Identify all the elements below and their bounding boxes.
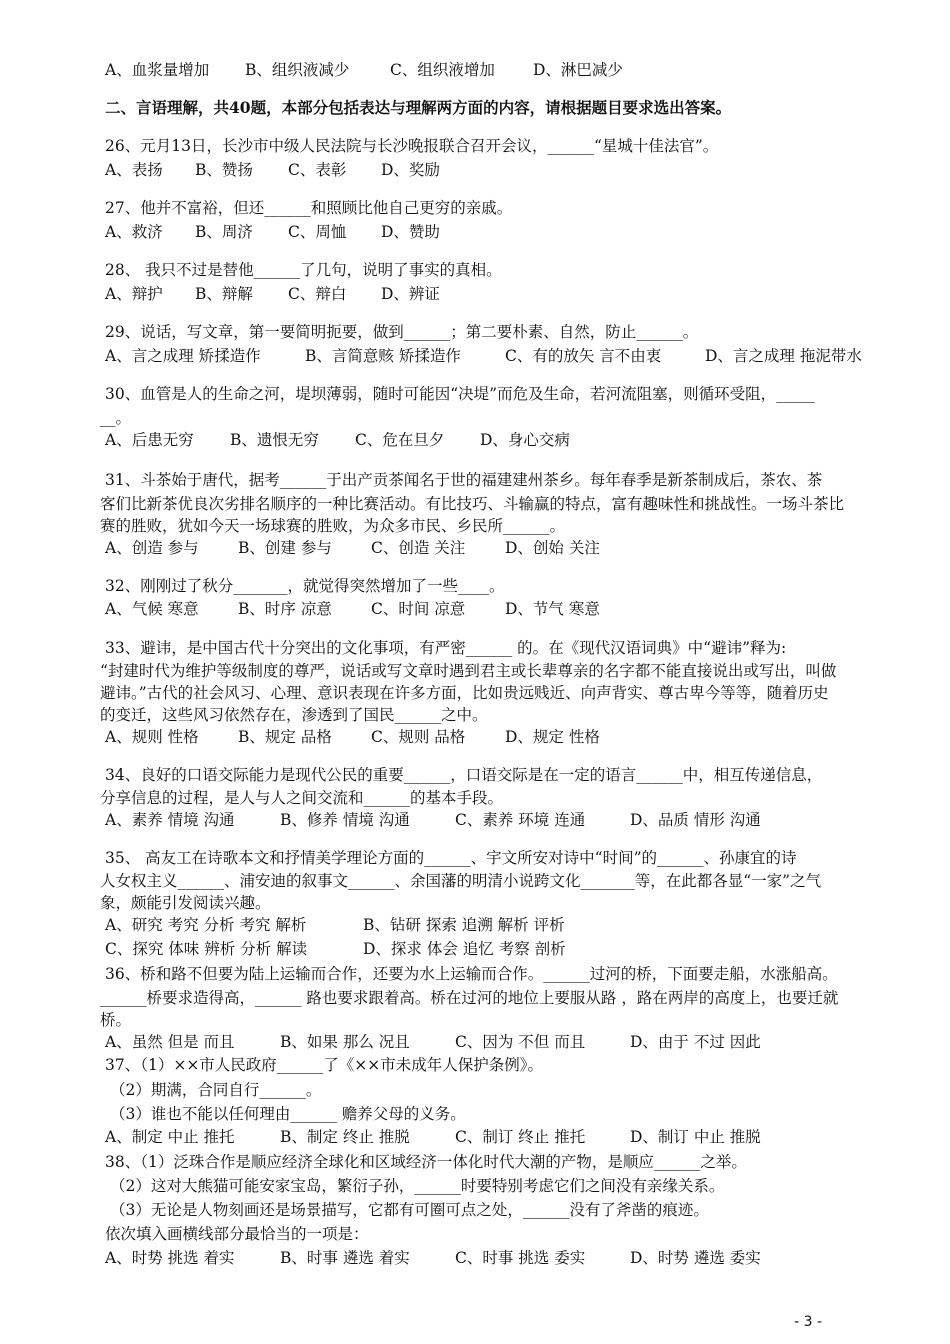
question-35-stem-line-3: 象，颇能引发阅读兴趣。 bbox=[100, 894, 271, 912]
option-a: A、血浆量增加 bbox=[105, 61, 210, 79]
option-a: A、规则 性格 bbox=[105, 728, 199, 746]
option-d: D、赞助 bbox=[381, 223, 440, 241]
option-b: B、组织液减少 bbox=[245, 61, 350, 79]
question-36-stem-line-3: 桥。 bbox=[100, 1011, 132, 1029]
option-a: A、言之成理 矫揉造作 bbox=[105, 347, 261, 365]
option-a: A、制定 中止 推托 bbox=[105, 1128, 235, 1146]
option-b: B、遗恨无穷 bbox=[230, 431, 319, 449]
option-a: A、救济 bbox=[105, 223, 163, 241]
question-32-stem: 32、刚刚过了秋分_______，就觉得突然增加了一些____。 bbox=[105, 577, 505, 595]
option-a: A、虽然 但是 而且 bbox=[105, 1033, 235, 1051]
question-31-stem-line-3: 赛的胜败，犹如今天一场球赛的胜败，为众多市民、乡民所______。 bbox=[100, 517, 566, 535]
option-b: B、周济 bbox=[195, 223, 253, 241]
question-35-stem-line-1: 35、 高友工在诗歌本文和抒情美学理论方面的______、宇文所安对诗中“时间”的______、孙康宜的诗 bbox=[105, 849, 797, 867]
option-a: A、表扬 bbox=[105, 161, 163, 179]
question-31-stem-line-2: 客们比新茶优良次劣排名顺序的一种比赛活动。有比技巧、斗输赢的特点，富有趣味性和挑战性。一场斗茶比 bbox=[100, 495, 845, 513]
option-b: B、如果 那么 况且 bbox=[280, 1033, 410, 1051]
option-d: D、规定 性格 bbox=[505, 728, 600, 746]
question-31-stem-line-1: 31、斗茶始于唐代，据考______于出产贡茶闻名于世的福建建州茶乡。每年春季是新茶制成后，茶农、茶 bbox=[105, 471, 823, 489]
question-33-stem-line-1: 33、避讳，是中国古代十分突出的文化事项，有严密______ 的。在《现代汉语词典》中“避讳”释为: bbox=[105, 639, 787, 657]
option-d: D、身心交病 bbox=[480, 431, 570, 449]
option-b: B、创建 参与 bbox=[238, 539, 332, 557]
question-33-stem-line-2: “封建时代为维护等级制度的尊严，说话或写文章时遇到君主或长辈尊亲的名字都不能直接说出或写出，叫做 bbox=[100, 662, 837, 680]
option-c: C、危在旦夕 bbox=[355, 431, 445, 449]
question-37-stem-line-1: 37、（1）××市人民政府______了《××市未成年人保护条例》。 bbox=[105, 1056, 544, 1074]
question-29-stem: 29、说话，写文章，第一要简明扼要，做到______；第二要朴素、自然，防止______。 bbox=[105, 323, 699, 341]
page-number: - 3 - bbox=[794, 1314, 822, 1330]
option-a: A、后患无穷 bbox=[105, 431, 194, 449]
question-37-stem-line-2: （2）期满，合同自行______。 bbox=[110, 1081, 322, 1099]
option-d: D、节气 寒意 bbox=[505, 600, 600, 618]
question-33-stem-line-3: 避讳。”古代的社会风习、心理、意识表现在许多方面，比如贵远贱近、向声背实、尊古卑今等等，随着历史 bbox=[100, 684, 829, 702]
option-b: B、修养 情境 沟通 bbox=[280, 811, 410, 829]
option-a: A、气候 寒意 bbox=[105, 600, 199, 618]
question-38-stem-line-1: 38、（1）泛珠合作是顺应经济全球化和区域经济一体化时代大潮的产物，是顺应______之举。 bbox=[105, 1153, 747, 1171]
option-a: A、素养 情境 沟通 bbox=[105, 811, 235, 829]
option-a: A、研究 考究 分析 考究 解析 bbox=[105, 916, 307, 934]
option-d: D、探求 体会 追忆 考察 剖析 bbox=[363, 940, 566, 958]
option-c: C、规则 品格 bbox=[371, 728, 466, 746]
option-c: C、时间 凉意 bbox=[371, 600, 466, 618]
option-c: C、探究 体味 辨析 分析 解读 bbox=[105, 940, 308, 958]
option-b: B、钻研 探索 追溯 解析 评析 bbox=[363, 916, 565, 934]
option-c: C、因为 不但 而且 bbox=[455, 1033, 586, 1051]
option-b: B、规定 品格 bbox=[238, 728, 332, 746]
option-d: D、淋巴减少 bbox=[533, 61, 623, 79]
option-a: A、创造 参与 bbox=[105, 539, 199, 557]
question-30-stem-line-2: __。 bbox=[100, 409, 132, 427]
option-c: C、时事 挑选 委实 bbox=[455, 1249, 586, 1267]
question-38-stem-line-3: （3）无论是人物刻画还是场景描写，它都有可圈可点之处，______没有了斧凿的痕迹。 bbox=[110, 1201, 709, 1219]
question-28-stem: 28、 我只不过是替他______了几句，说明了事实的真相。 bbox=[105, 261, 502, 279]
question-34-stem-line-2: 分享信息的过程，是人与人之间交流和______的基本手段。 bbox=[100, 789, 504, 807]
question-27-stem: 27、他并不富裕，但还______和照顾比他自己更穷的亲戚。 bbox=[105, 199, 513, 217]
question-26-stem: 26、元月13日，长沙市中级人民法院与长沙晚报联合召开会议，______“星城十佳法官”。 bbox=[105, 137, 719, 155]
option-b: B、言简意赅 矫揉造作 bbox=[305, 347, 461, 365]
option-c: C、辩白 bbox=[288, 285, 347, 303]
option-d: D、品质 情形 沟通 bbox=[630, 811, 761, 829]
option-c: C、有的放矢 言不由衷 bbox=[505, 347, 662, 365]
option-d: D、辨证 bbox=[381, 285, 440, 303]
option-c: C、表彰 bbox=[288, 161, 347, 179]
option-a: A、时势 挑选 着实 bbox=[105, 1249, 235, 1267]
question-38-stem-line-2: （2）这对大熊猫可能安家宝岛，繁衍子孙，______时要特别考虑它们之间没有亲缘关系。 bbox=[110, 1177, 725, 1195]
option-b: B、制定 终止 推脱 bbox=[280, 1128, 410, 1146]
question-35-stem-line-2: 人女权主义______、浦安迪的叙事文______、余国藩的明清小说跨文化_______等，在此都各显“一家”之气 bbox=[100, 872, 822, 890]
section-heading: 二、言语理解，共40题，本部分包括表达与理解两方面的内容，请根据题目要求选出答案。 bbox=[105, 98, 732, 117]
question-33-stem-line-4: 的变迁，这些风习依然存在，渗透到了国民______之中。 bbox=[100, 706, 488, 724]
option-c: C、制订 终止 推托 bbox=[455, 1128, 586, 1146]
option-b: B、赞扬 bbox=[195, 161, 253, 179]
option-c: C、创造 关注 bbox=[371, 539, 466, 557]
option-c: C、周恤 bbox=[288, 223, 347, 241]
option-b: B、时序 凉意 bbox=[238, 600, 332, 618]
question-37-stem-line-3: （3）谁也不能以任何理由______ 赡养父母的义务。 bbox=[110, 1105, 466, 1123]
option-b: B、时事 遴选 着实 bbox=[280, 1249, 410, 1267]
question-38-stem-line-4: 依次填入画横线部分最恰当的一项是： bbox=[105, 1225, 369, 1243]
question-36-stem-line-1: 36、桥和路不但要为陆上运输而合作，还要为水上运输而合作。______过河的桥，下面要走船，水涨船高。 bbox=[105, 965, 838, 983]
option-d: D、言之成理 拖泥带水 bbox=[705, 347, 862, 365]
option-a: A、辩护 bbox=[105, 285, 163, 303]
option-d: D、奖励 bbox=[381, 161, 440, 179]
option-b: B、辩解 bbox=[195, 285, 253, 303]
option-c: C、组织液增加 bbox=[390, 61, 495, 79]
option-d: D、由于 不过 因此 bbox=[630, 1033, 761, 1051]
question-34-stem-line-1: 34、良好的口语交际能力是现代公民的重要______，口语交际是在一定的语言______中，相互传递信息， bbox=[105, 766, 823, 784]
question-30-stem-line-1: 30、血管是人的生命之河，堤坝薄弱，随时可能因“决堤”而危及生命，若河流阻塞，则循环受阻，_____ bbox=[105, 385, 815, 403]
option-d: D、制订 中止 推脱 bbox=[630, 1128, 761, 1146]
option-d: D、创始 关注 bbox=[505, 539, 600, 557]
option-c: C、素养 环境 连通 bbox=[455, 811, 586, 829]
question-36-stem-line-2: ______桥要求造得高，______ 路也要求跟着高。桥在过河的地位上要服从路 ，路在两岸的高度上，也要迁就 bbox=[100, 989, 839, 1007]
option-d: D、时势 遴选 委实 bbox=[630, 1249, 761, 1267]
